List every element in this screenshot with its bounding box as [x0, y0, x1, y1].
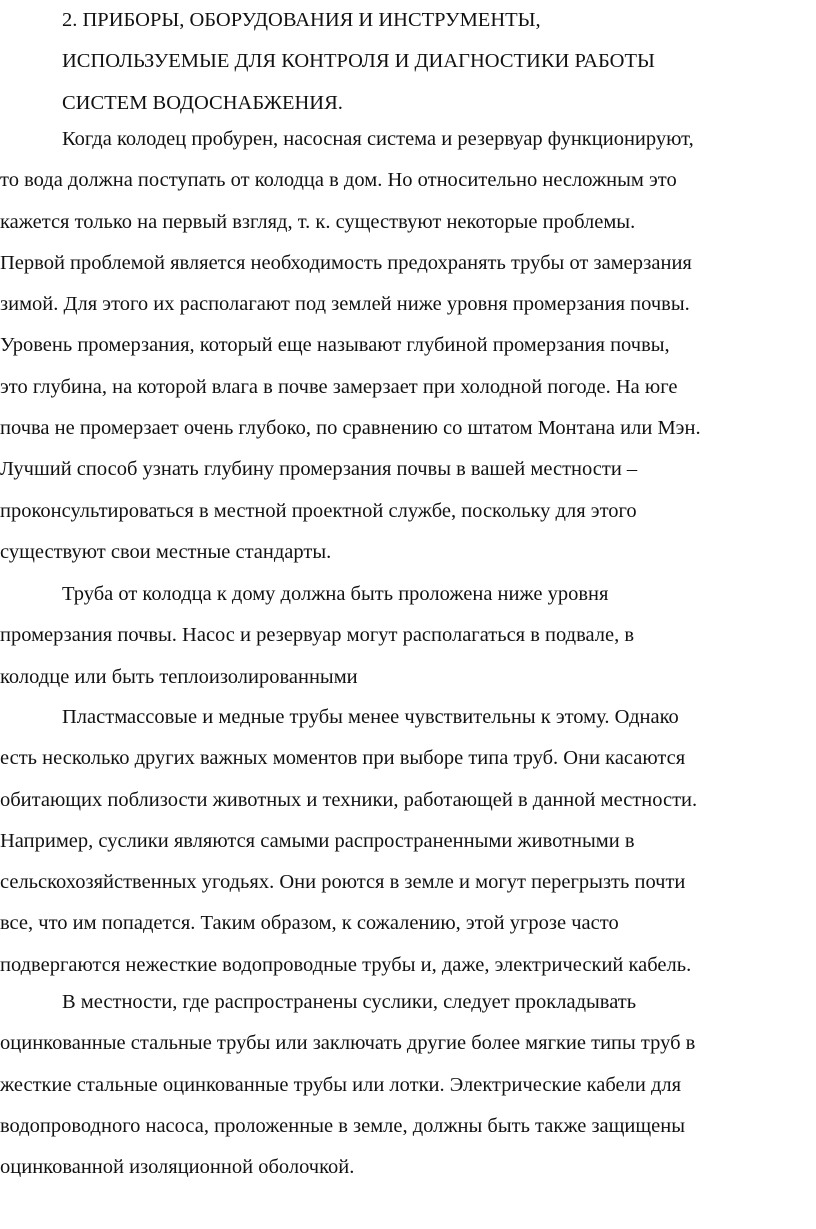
paragraph-1 — [0, 119, 816, 573]
paragraph-4 — [0, 982, 816, 1188]
paragraph-line: В местности, где распространены суслики, следует прокладывать — [62, 991, 637, 1013]
paragraph-line: проконсультироваться в местной проектной службе, поскольку для этого — [0, 499, 637, 522]
paragraph-line: есть несколько других важных моментов при выборе типа труб. Они касаются — [0, 747, 686, 770]
paragraph-line: Лучший способ узнать глубину промерзания почвы в вашей местности – — [0, 458, 638, 481]
paragraph-line: промерзания почвы. Насос и резервуар могут располагаться в подвале, в — [0, 624, 635, 647]
paragraph-line: кажется только на первый взгляд, т. к. существуют некоторые проблемы. — [0, 210, 636, 233]
heading-line: ИСПОЛЬЗУЕМЫЕ ДЛЯ КОНТРОЛЯ И ДИАГНОСТИКИ РАБОТЫ — [62, 50, 655, 73]
paragraph-line: оцинкованные стальные трубы или заключать другие более мягкие типы труб в — [0, 1032, 696, 1055]
paragraph-line: сельскохозяйственных угодьях. Они роются в земле и могут перегрызть почти — [0, 871, 686, 894]
heading-line: 2. ПРИБОРЫ, ОБОРУДОВАНИЯ И ИНСТРУМЕНТЫ, — [62, 9, 541, 31]
paragraph-line: подвергаются нежесткие водопроводные трубы и, даже, электрический кабель. — [0, 953, 692, 976]
paragraph-line: Уровень промерзания, который еще называют глубиной промерзания почвы, — [0, 334, 670, 357]
paragraph-line: жесткие стальные оцинкованные трубы или лотки. Электрические кабели для — [0, 1073, 682, 1096]
paragraph-line: колодце или быть теплоизолированными — [0, 665, 358, 688]
paragraph-line: зимой. Для этого их располагают под землей ниже уровня промерзания почвы. — [0, 293, 690, 316]
paragraph-line: это глубина, на которой влага в почве замерзает при холодной погоде. На юге — [0, 375, 678, 398]
paragraph-line: Труба от колодца к дому должна быть проложена ниже уровня — [62, 583, 609, 605]
paragraph-line: Когда колодец пробурен, насосная система и резервуар функционируют, — [62, 128, 694, 150]
paragraph-line: оцинкованной изоляционной оболочкой. — [0, 1156, 355, 1179]
paragraph-line: обитающих поблизости животных и техники, работающей в данной местности. — [0, 788, 698, 811]
heading-line: СИСТЕМ ВОДОСНАБЖЕНИЯ. — [62, 91, 343, 114]
paragraph-line: то вода должна поступать от колодца в дом. Но относительно несложным это — [0, 169, 677, 192]
paragraph-line: водопроводного насоса, проложенные в земле, должны быть также защищены — [0, 1114, 686, 1137]
paragraph-3 — [0, 697, 816, 986]
paragraph-line: Первой проблемой является необходимость предохранять трубы от замерзания — [0, 251, 692, 274]
paragraph-2 — [0, 574, 816, 698]
paragraph-line: Пластмассовые и медные трубы менее чувствительны к этому. Однако — [62, 706, 679, 728]
paragraph-line: Например, суслики являются самыми распространенными животными в — [0, 829, 635, 852]
paragraph-line: все, что им попадется. Таким образом, к сожалению, этой угрозе часто — [0, 912, 619, 935]
paragraph-line: существуют свои местные стандарты. — [0, 540, 332, 563]
paragraph-line: почва не промерзает очень глубоко, по сравнению со штатом Монтана или Мэн. — [0, 417, 701, 440]
section-heading — [62, 0, 816, 124]
